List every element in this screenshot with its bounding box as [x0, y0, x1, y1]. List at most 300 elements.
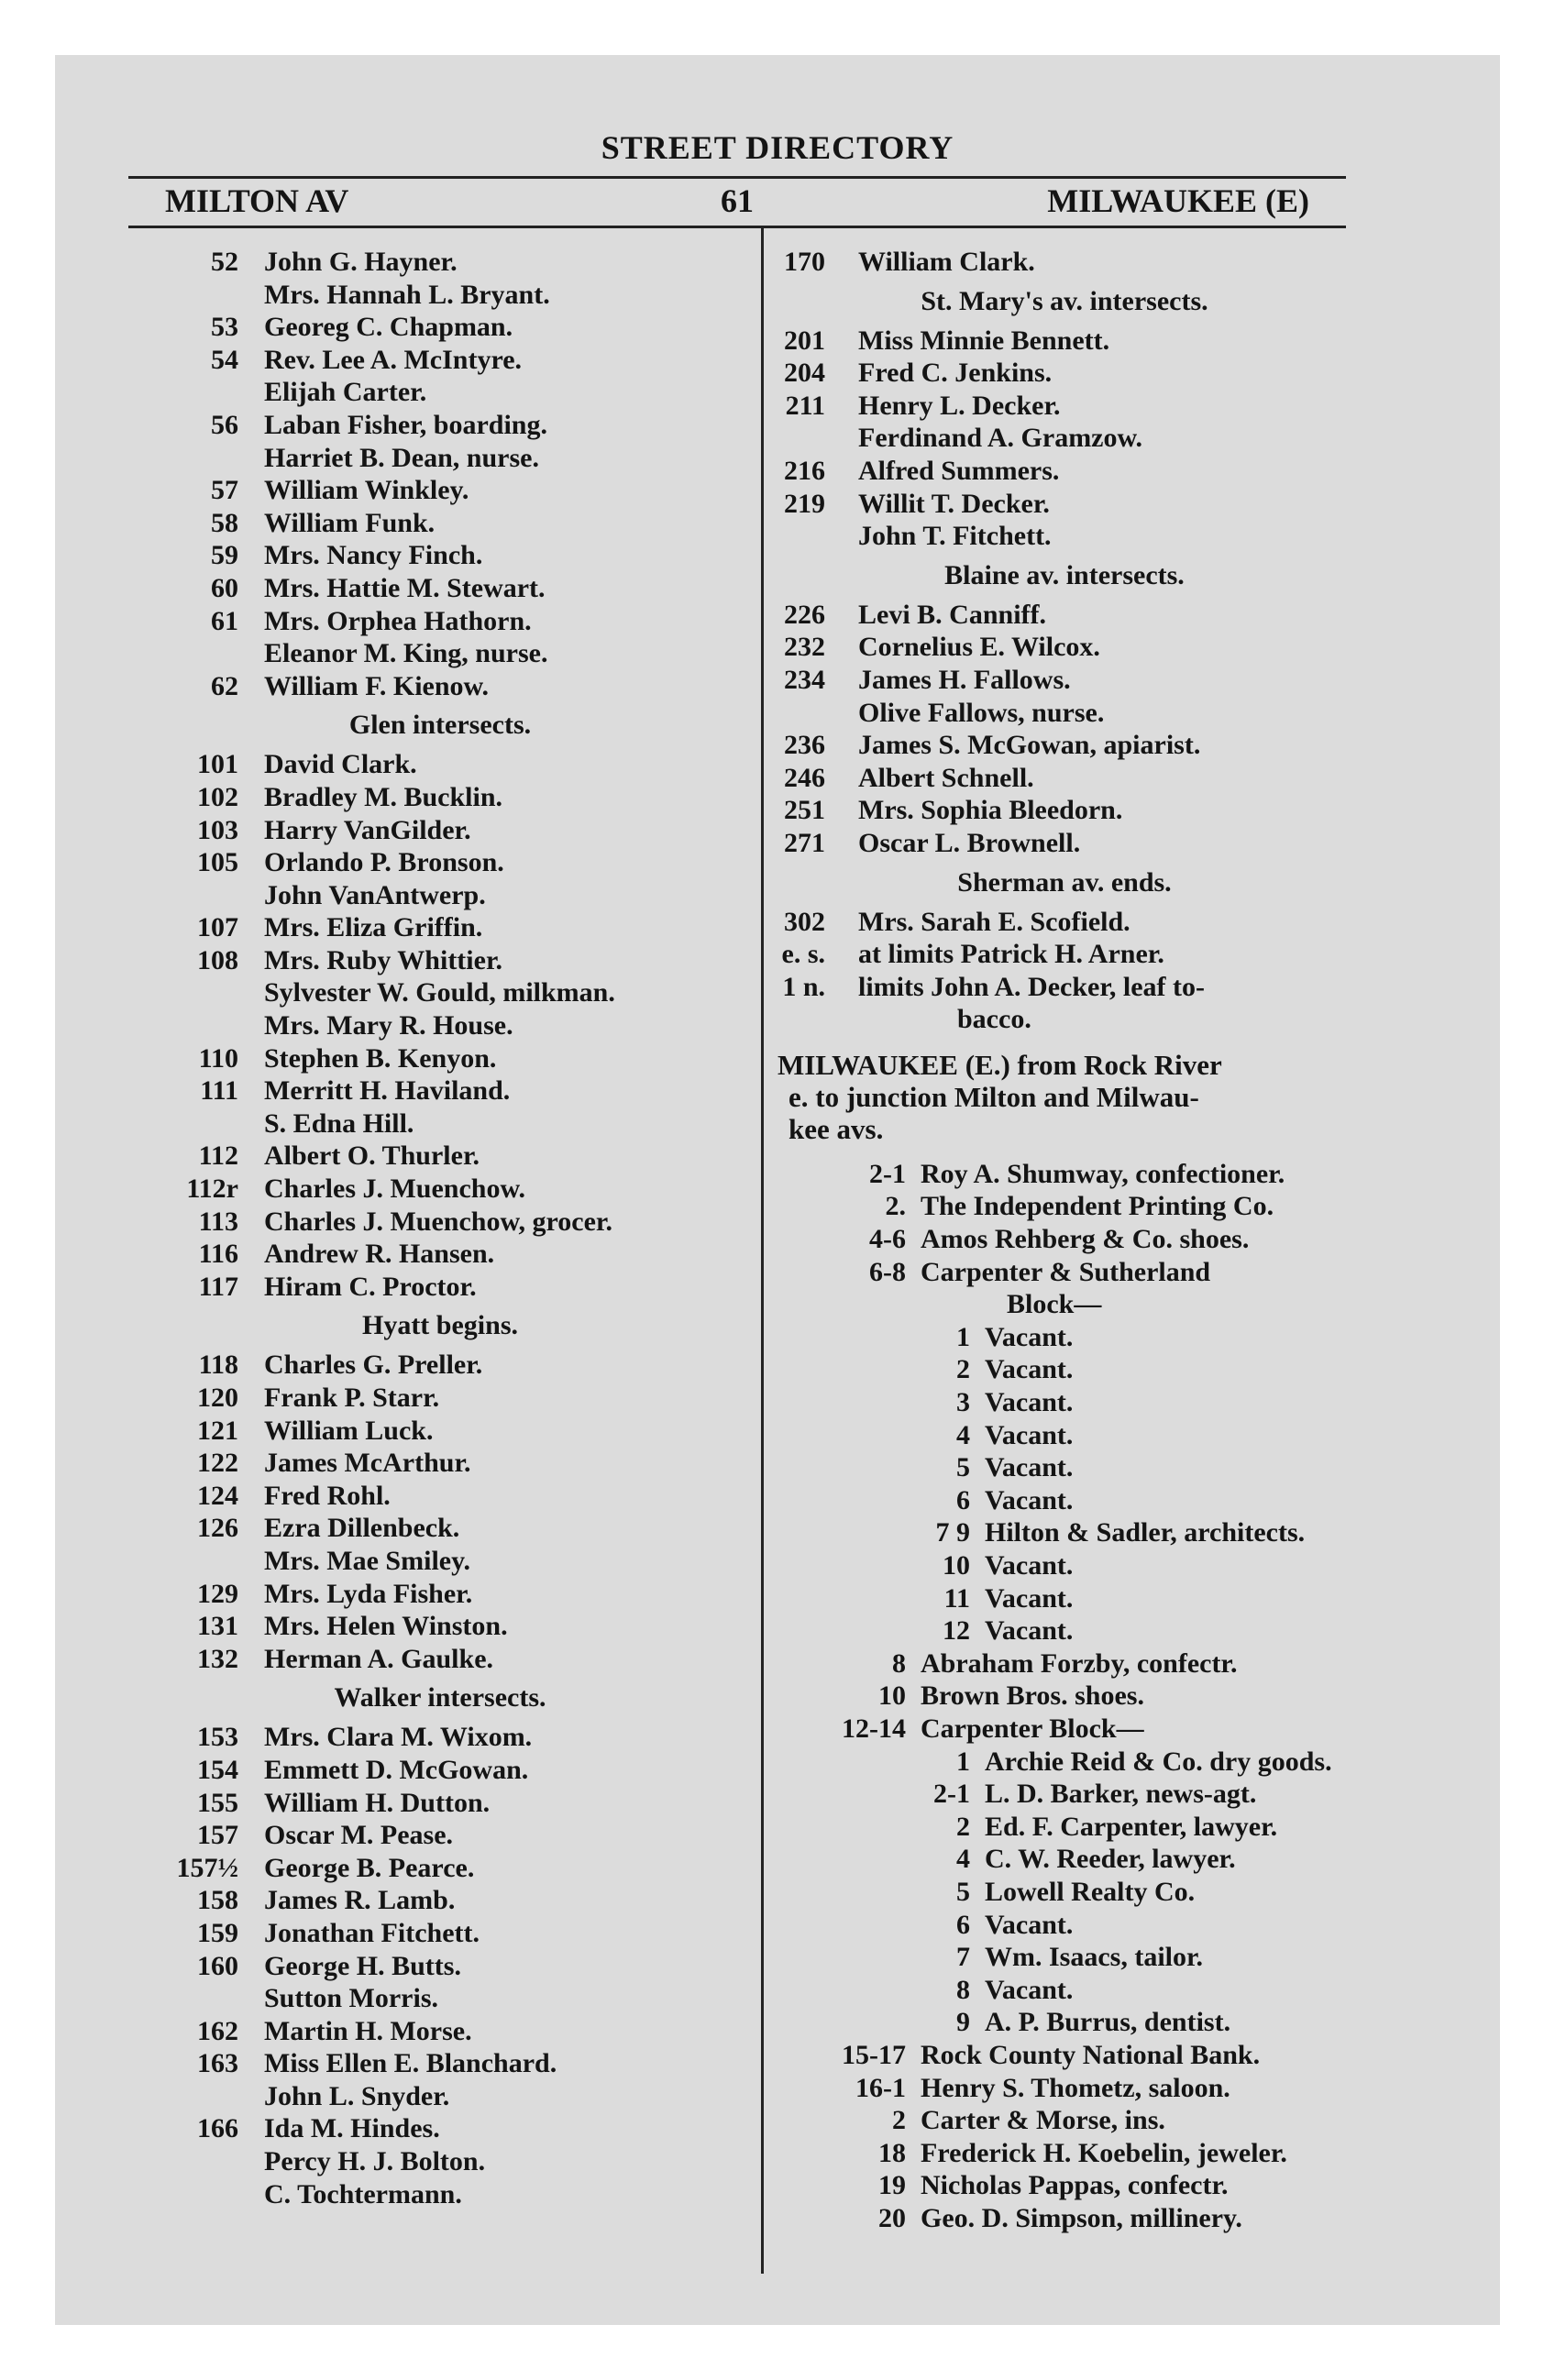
directory-entry — [778, 2072, 1351, 2105]
house-number: e. s. — [781, 939, 825, 970]
resident-name: Ed. F. Carpenter, lawyer. — [985, 1811, 1278, 1842]
resident-name: Charles J. Muenchow. — [264, 1173, 525, 1205]
directory-entry — [778, 971, 1351, 1004]
house-number: 10 — [878, 1680, 906, 1712]
house-number: 2 — [956, 1354, 970, 1385]
house-number: 1 n. — [782, 971, 825, 1002]
house-number: 8 — [956, 1974, 970, 2005]
house-number: 154 — [197, 1754, 238, 1785]
resident-name: Bradley M. Bucklin. — [264, 781, 503, 812]
directory-entry — [128, 1610, 752, 1643]
house-number: 4 — [956, 1419, 970, 1450]
resident-name: Vacant. — [985, 1974, 1074, 2005]
resident-name: Miss Ellen E. Blanchard. — [264, 2048, 557, 2079]
house-number: 163 — [197, 2048, 238, 2079]
resident-name: Carter & Morse, ins. — [921, 2105, 1165, 2136]
directory-entry — [778, 1003, 1351, 1036]
resident-name: Sylvester W. Gould, milkman. — [264, 977, 615, 1008]
directory-entry — [128, 1982, 752, 2015]
resident-name: Vacant. — [985, 1550, 1074, 1581]
house-number: 61 — [211, 605, 238, 636]
house-number: 112 — [198, 1140, 238, 1172]
house-number: 132 — [197, 1643, 238, 1674]
column-divider — [761, 227, 764, 2274]
directory-entry — [128, 539, 752, 572]
cross-street-note: Glen intersects. — [348, 710, 532, 741]
directory-entry — [778, 1484, 1351, 1517]
house-number: 111 — [200, 1075, 238, 1107]
directory-entry — [778, 762, 1351, 795]
house-number: 129 — [197, 1578, 238, 1609]
resident-name: Hilton & Sadler, architects. — [985, 1517, 1306, 1548]
directory-entry — [128, 376, 752, 409]
resident-name: Geo. D. Simpson, millinery. — [921, 2202, 1242, 2233]
resident-name: Oscar L. Brownell. — [858, 827, 1081, 858]
directory-entry — [128, 442, 752, 475]
house-number: 251 — [784, 795, 825, 826]
house-number: 271 — [784, 827, 825, 858]
resident-name: George H. Butts. — [264, 1950, 461, 1981]
house-number: 19 — [878, 2170, 906, 2201]
directory-entry — [778, 1256, 1351, 1289]
directory-entry — [128, 846, 752, 879]
directory-entry — [128, 1447, 752, 1480]
directory-entry — [128, 1415, 752, 1448]
resident-name: Henry L. Decker. — [858, 390, 1061, 421]
directory-entry — [778, 1647, 1351, 1680]
house-number: 201 — [784, 325, 825, 356]
resident-name: James S. McGowan, apiarist. — [858, 730, 1201, 761]
house-number: 59 — [211, 540, 238, 571]
resident-name: Mrs. Sophia Bleedorn. — [858, 795, 1123, 826]
directory-entry — [778, 2039, 1351, 2072]
directory-entry — [778, 827, 1351, 860]
resident-name: Mrs. Mary R. House. — [264, 1010, 513, 1041]
directory-entry — [128, 1578, 752, 1611]
house-number: 157½ — [176, 1852, 238, 1883]
directory-entry — [128, 1382, 752, 1415]
house-number: 2-1 — [933, 1779, 970, 1810]
resident-name: James H. Fallows. — [858, 664, 1071, 695]
directory-entry — [128, 1884, 752, 1917]
resident-name: Vacant. — [985, 1321, 1074, 1352]
house-number: 170 — [784, 247, 825, 277]
directory-entry — [778, 1451, 1351, 1484]
resident-name: Laban Fisher, boarding. — [264, 409, 547, 440]
directory-entry — [778, 2006, 1351, 2039]
house-number: 226 — [784, 599, 825, 630]
directory-entry — [128, 1140, 752, 1173]
resident-name: Alfred Summers. — [858, 455, 1060, 486]
house-number: 103 — [197, 814, 238, 845]
directory-entry — [128, 409, 752, 442]
house-number: 120 — [197, 1383, 238, 1413]
left-column — [128, 246, 752, 2210]
resident-name: Vacant. — [985, 1484, 1074, 1515]
directory-entry — [128, 748, 752, 781]
house-number: 246 — [784, 762, 825, 793]
resident-name: Mrs. Hannah L. Bryant. — [264, 279, 550, 310]
right-column-top-entries — [778, 246, 1351, 1036]
house-number: 12 — [943, 1615, 970, 1647]
directory-entry — [128, 279, 752, 312]
resident-name: Vacant. — [985, 1582, 1074, 1614]
header-bottom-rule — [128, 226, 1346, 228]
resident-name: Wm. Isaacs, tailor. — [985, 1942, 1204, 1973]
resident-name: James McArthur. — [264, 1448, 471, 1479]
directory-entry — [128, 1852, 752, 1885]
directory-entry — [778, 1288, 1351, 1321]
resident-name: Nicholas Pappas, confectr. — [921, 2170, 1229, 2201]
house-number: 158 — [197, 1885, 238, 1916]
resident-name: Merritt H. Haviland. — [264, 1075, 511, 1107]
right-column — [778, 246, 1351, 2234]
resident-name: Mrs. Hattie M. Stewart. — [264, 572, 546, 603]
resident-name: Vacant. — [985, 1354, 1074, 1385]
resident-name: Vacant. — [985, 1909, 1074, 1940]
directory-entry — [778, 1386, 1351, 1419]
house-number: 6 — [956, 1909, 970, 1940]
directory-entry — [128, 879, 752, 912]
directory-entry — [778, 455, 1351, 488]
resident-name: S. Edna Hill. — [264, 1107, 414, 1139]
house-number: 117 — [198, 1271, 238, 1302]
directory-entry — [128, 1545, 752, 1578]
house-number: 57 — [211, 475, 238, 506]
resident-name: William Clark. — [858, 247, 1035, 277]
directory-entry — [778, 697, 1351, 730]
directory-entry — [128, 1107, 752, 1140]
directory-entry — [778, 1549, 1351, 1582]
house-number: 1 — [956, 1321, 970, 1352]
resident-name: Harriet B. Dean, nurse. — [264, 442, 539, 473]
house-number: 53 — [211, 312, 238, 343]
house-number: 157 — [197, 1820, 238, 1851]
section-heading-line-1: MILWAUKEE (E.) from Rock River — [778, 1048, 1222, 1081]
resident-name: Oscar M. Pease. — [264, 1820, 454, 1851]
resident-name: William Funk. — [264, 507, 436, 538]
resident-name: Cornelius E. Wilcox. — [858, 632, 1100, 663]
directory-entry — [128, 1009, 752, 1042]
house-number: 60 — [211, 572, 238, 603]
directory-entry — [778, 422, 1351, 455]
house-number: 5 — [956, 1876, 970, 1907]
house-number: 219 — [784, 488, 825, 519]
resident-name: Jonathan Fitchett. — [264, 1917, 480, 1948]
directory-entry — [128, 2047, 752, 2080]
house-number: 236 — [784, 730, 825, 761]
resident-name: John VanAntwerp. — [264, 879, 486, 910]
resident-name: Willit T. Decker. — [858, 488, 1050, 519]
directory-entry — [128, 1206, 752, 1239]
directory-entry — [778, 1811, 1351, 1844]
resident-name: bacco. — [957, 1004, 1031, 1035]
resident-name: William Luck. — [264, 1415, 434, 1446]
directory-entry — [778, 1941, 1351, 1974]
directory-entry — [128, 1643, 752, 1676]
house-number: 216 — [784, 455, 825, 486]
house-number: 6 — [956, 1484, 970, 1515]
house-number: 52 — [211, 247, 238, 277]
directory-entry — [128, 507, 752, 540]
house-number: 6-8 — [869, 1256, 906, 1287]
directory-entry — [778, 1974, 1351, 2007]
directory-entry — [778, 1713, 1351, 1746]
house-number: 10 — [943, 1550, 970, 1581]
directory-entry — [128, 781, 752, 814]
resident-name: Hiram C. Proctor. — [264, 1271, 477, 1302]
house-number: 211 — [785, 390, 825, 421]
resident-name: Fred Rohl. — [264, 1480, 391, 1511]
directory-entry — [778, 1353, 1351, 1386]
section-heading-line-2: e. to junction Milton and Milwau- — [789, 1080, 1199, 1113]
resident-name: Mrs. Orphea Hathorn. — [264, 605, 532, 636]
house-number: 232 — [784, 632, 825, 663]
house-number: 54 — [211, 344, 238, 375]
resident-name: Charles J. Muenchow, grocer. — [264, 1206, 612, 1237]
resident-name: Sutton Morris. — [264, 1983, 438, 2014]
resident-name: Mrs. Clara M. Wixom. — [264, 1722, 533, 1753]
resident-name: Harry VanGilder. — [264, 814, 471, 845]
resident-name: Orlando P. Bronson. — [264, 847, 504, 878]
resident-name: Eleanor M. King, nurse. — [264, 638, 548, 669]
resident-name: Rock County National Bank. — [921, 2039, 1261, 2070]
resident-name: Abraham Forzby, confectr. — [921, 1647, 1238, 1679]
resident-name: Emmett D. McGowan. — [264, 1754, 529, 1785]
house-number: 56 — [211, 409, 238, 440]
directory-entry — [128, 1819, 752, 1852]
directory-entry — [128, 2015, 752, 2048]
resident-name: Albert O. Thurler. — [264, 1140, 480, 1172]
directory-entry — [128, 1349, 752, 1382]
directory-entry — [778, 325, 1351, 358]
resident-name: James R. Lamb. — [264, 1885, 456, 1916]
resident-name: Amos Rehberg & Co. shoes. — [921, 1224, 1250, 1255]
house-number: 2. — [885, 1191, 906, 1222]
directory-entry — [128, 1173, 752, 1206]
page-number: 61 — [721, 182, 754, 219]
resident-name: Vacant. — [985, 1419, 1074, 1450]
directory-entry — [128, 2112, 752, 2145]
directory-entry — [128, 976, 752, 1009]
house-number: 204 — [784, 358, 825, 389]
house-number: 5 — [956, 1452, 970, 1483]
house-number: 113 — [198, 1206, 238, 1237]
resident-name: Martin H. Morse. — [264, 2015, 472, 2046]
directory-entry — [128, 1238, 752, 1271]
resident-name: Frank P. Starr. — [264, 1383, 440, 1413]
cross-street-note: Hyatt begins. — [361, 1310, 518, 1341]
house-number: 8 — [892, 1647, 906, 1679]
resident-name: Ferdinand A. Gramzow. — [858, 423, 1143, 454]
directory-entry — [128, 572, 752, 605]
directory-entry — [778, 357, 1351, 390]
house-number: 302 — [784, 906, 825, 937]
directory-entry — [778, 906, 1351, 939]
resident-name: John L. Snyder. — [264, 2080, 450, 2111]
resident-name: George B. Pearce. — [264, 1852, 475, 1883]
cross-street-note: Blaine av. intersects. — [944, 559, 1185, 590]
resident-name: John T. Fitchett. — [858, 521, 1052, 552]
resident-name: Mrs. Helen Winston. — [264, 1611, 508, 1642]
header-top-rule — [128, 176, 1346, 179]
directory-entry — [778, 599, 1351, 632]
resident-name: Vacant. — [985, 1452, 1074, 1483]
cross-street-note: Walker intersects. — [334, 1682, 546, 1713]
resident-name: Ida M. Hindes. — [264, 2113, 440, 2144]
directory-entry — [778, 729, 1351, 762]
resident-name: Frederick H. Koebelin, jeweler. — [921, 2137, 1287, 2168]
house-number: 2 — [892, 2105, 906, 2136]
directory-entry — [778, 2202, 1351, 2235]
resident-name: Mrs. Sarah E. Scofield. — [858, 906, 1130, 937]
directory-entry — [778, 1876, 1351, 1909]
house-number: 122 — [197, 1448, 238, 1479]
house-number: 58 — [211, 507, 238, 538]
resident-name: Albert Schnell. — [858, 762, 1034, 793]
resident-name: David Clark. — [264, 749, 417, 780]
house-number: 20 — [878, 2202, 906, 2233]
house-number: 4 — [956, 1844, 970, 1875]
house-number: 105 — [197, 847, 238, 878]
directory-entry — [128, 2145, 752, 2178]
directory-entry — [128, 944, 752, 977]
directory-entry — [778, 1158, 1351, 1191]
resident-name: limits John A. Decker, leaf to- — [858, 971, 1206, 1002]
resident-name: William Winkley. — [264, 475, 469, 506]
resident-name: Mrs. Nancy Finch. — [264, 540, 483, 571]
resident-name: C. W. Reeder, lawyer. — [985, 1844, 1236, 1875]
house-number: 108 — [197, 944, 238, 975]
resident-name: The Independent Printing Co. — [921, 1191, 1274, 1222]
directory-entry — [778, 1223, 1351, 1256]
directory-entry — [778, 246, 1351, 279]
directory-entry — [778, 488, 1351, 521]
house-number: 116 — [198, 1239, 238, 1270]
house-number: 155 — [197, 1787, 238, 1818]
house-number: 126 — [197, 1513, 238, 1544]
house-number: 110 — [198, 1042, 238, 1074]
page-title: STREET DIRECTORY — [601, 129, 954, 166]
house-number: 2 — [956, 1811, 970, 1842]
house-number: 7 — [956, 1942, 970, 1973]
resident-name: Roy A. Shumway, confectioner. — [921, 1158, 1285, 1189]
resident-name: Ezra Dillenbeck. — [264, 1513, 460, 1544]
house-number: 160 — [197, 1950, 238, 1981]
running-header-right: MILWAUKEE (E) — [1047, 182, 1309, 219]
directory-entry — [128, 1787, 752, 1820]
directory-entry — [778, 794, 1351, 827]
directory-entry — [778, 1909, 1351, 1942]
house-number: 4-6 — [869, 1224, 906, 1255]
house-number: 101 — [197, 749, 238, 780]
resident-name: William F. Kienow. — [264, 670, 490, 701]
directory-entry — [128, 1721, 752, 1754]
directory-entry — [778, 1419, 1351, 1452]
house-number: 131 — [197, 1611, 238, 1642]
house-number: 18 — [878, 2137, 906, 2168]
running-header-left: MILTON AV — [165, 182, 349, 219]
house-number: 3 — [956, 1387, 970, 1418]
resident-name: Elijah Carter. — [264, 377, 427, 408]
directory-entry — [778, 1746, 1351, 1779]
directory-entry — [128, 814, 752, 847]
directory-entry — [128, 311, 752, 344]
resident-name: Levi B. Canniff. — [858, 599, 1047, 630]
directory-entry — [128, 1950, 752, 1983]
resident-name: Mrs. Lyda Fisher. — [264, 1578, 473, 1609]
directory-entry — [778, 2137, 1351, 2170]
directory-entry — [778, 2104, 1351, 2137]
milwaukee-section-heading — [778, 1049, 1351, 1145]
resident-name: Archie Reid & Co. dry goods. — [985, 1746, 1332, 1777]
directory-entry — [778, 1843, 1351, 1876]
directory-entry — [128, 1917, 752, 1950]
resident-name: Fred C. Jenkins. — [858, 358, 1053, 389]
directory-entry — [128, 1074, 752, 1107]
directory-entry — [128, 1271, 752, 1304]
right-column-bottom-entries — [778, 1158, 1351, 2235]
house-number: 16-1 — [855, 2072, 906, 2103]
house-number: 159 — [197, 1917, 238, 1948]
resident-name: Brown Bros. shoes. — [921, 1680, 1144, 1712]
directory-entry — [128, 605, 752, 638]
directory-entry — [128, 1042, 752, 1075]
resident-name: Block— — [1007, 1289, 1102, 1320]
resident-name: Mrs. Mae Smiley. — [264, 1545, 470, 1576]
directory-entry — [128, 637, 752, 670]
directory-entry — [128, 670, 752, 703]
resident-name: C. Tochtermann. — [264, 2178, 462, 2209]
directory-entry — [128, 1512, 752, 1545]
resident-name: Herman A. Gaulke. — [264, 1643, 494, 1674]
running-header — [128, 182, 1346, 229]
resident-name: Miss Minnie Bennett. — [858, 325, 1110, 356]
directory-entry — [128, 474, 752, 507]
resident-name: Carpenter & Sutherland — [921, 1256, 1211, 1287]
house-number: 7 9 — [935, 1517, 970, 1548]
directory-entry — [128, 246, 752, 279]
house-number: 15-17 — [842, 2039, 906, 2070]
directory-entry — [778, 631, 1351, 664]
directory-entry — [128, 2080, 752, 2113]
resident-name: Carpenter Block— — [921, 1713, 1144, 1744]
house-number: 9 — [956, 2007, 970, 2038]
house-number: 166 — [197, 2113, 238, 2144]
resident-name: L. D. Barker, news-agt. — [985, 1779, 1257, 1810]
house-number: 121 — [197, 1415, 238, 1446]
house-number: 234 — [784, 664, 825, 695]
cross-street-note: Sherman av. ends. — [957, 866, 1172, 898]
resident-name: Olive Fallows, nurse. — [858, 697, 1105, 728]
house-number: 2-1 — [869, 1158, 906, 1189]
directory-entry — [778, 1321, 1351, 1354]
house-number: 118 — [198, 1350, 238, 1381]
cross-street-note: St. Mary's av. intersects. — [921, 285, 1208, 316]
house-number: 162 — [197, 2015, 238, 2046]
house-number: 11 — [943, 1582, 970, 1614]
directory-entry — [778, 520, 1351, 553]
directory-entry — [128, 2178, 752, 2211]
resident-name: William H. Dutton. — [264, 1787, 491, 1818]
directory-entry — [778, 2169, 1351, 2202]
house-number: 12-14 — [842, 1713, 906, 1744]
resident-name: Stephen B. Kenyon. — [264, 1042, 497, 1074]
resident-name: Lowell Realty Co. — [985, 1876, 1196, 1907]
directory-entry — [778, 390, 1351, 423]
directory-entry — [778, 1190, 1351, 1223]
resident-name: Charles G. Preller. — [264, 1350, 483, 1381]
